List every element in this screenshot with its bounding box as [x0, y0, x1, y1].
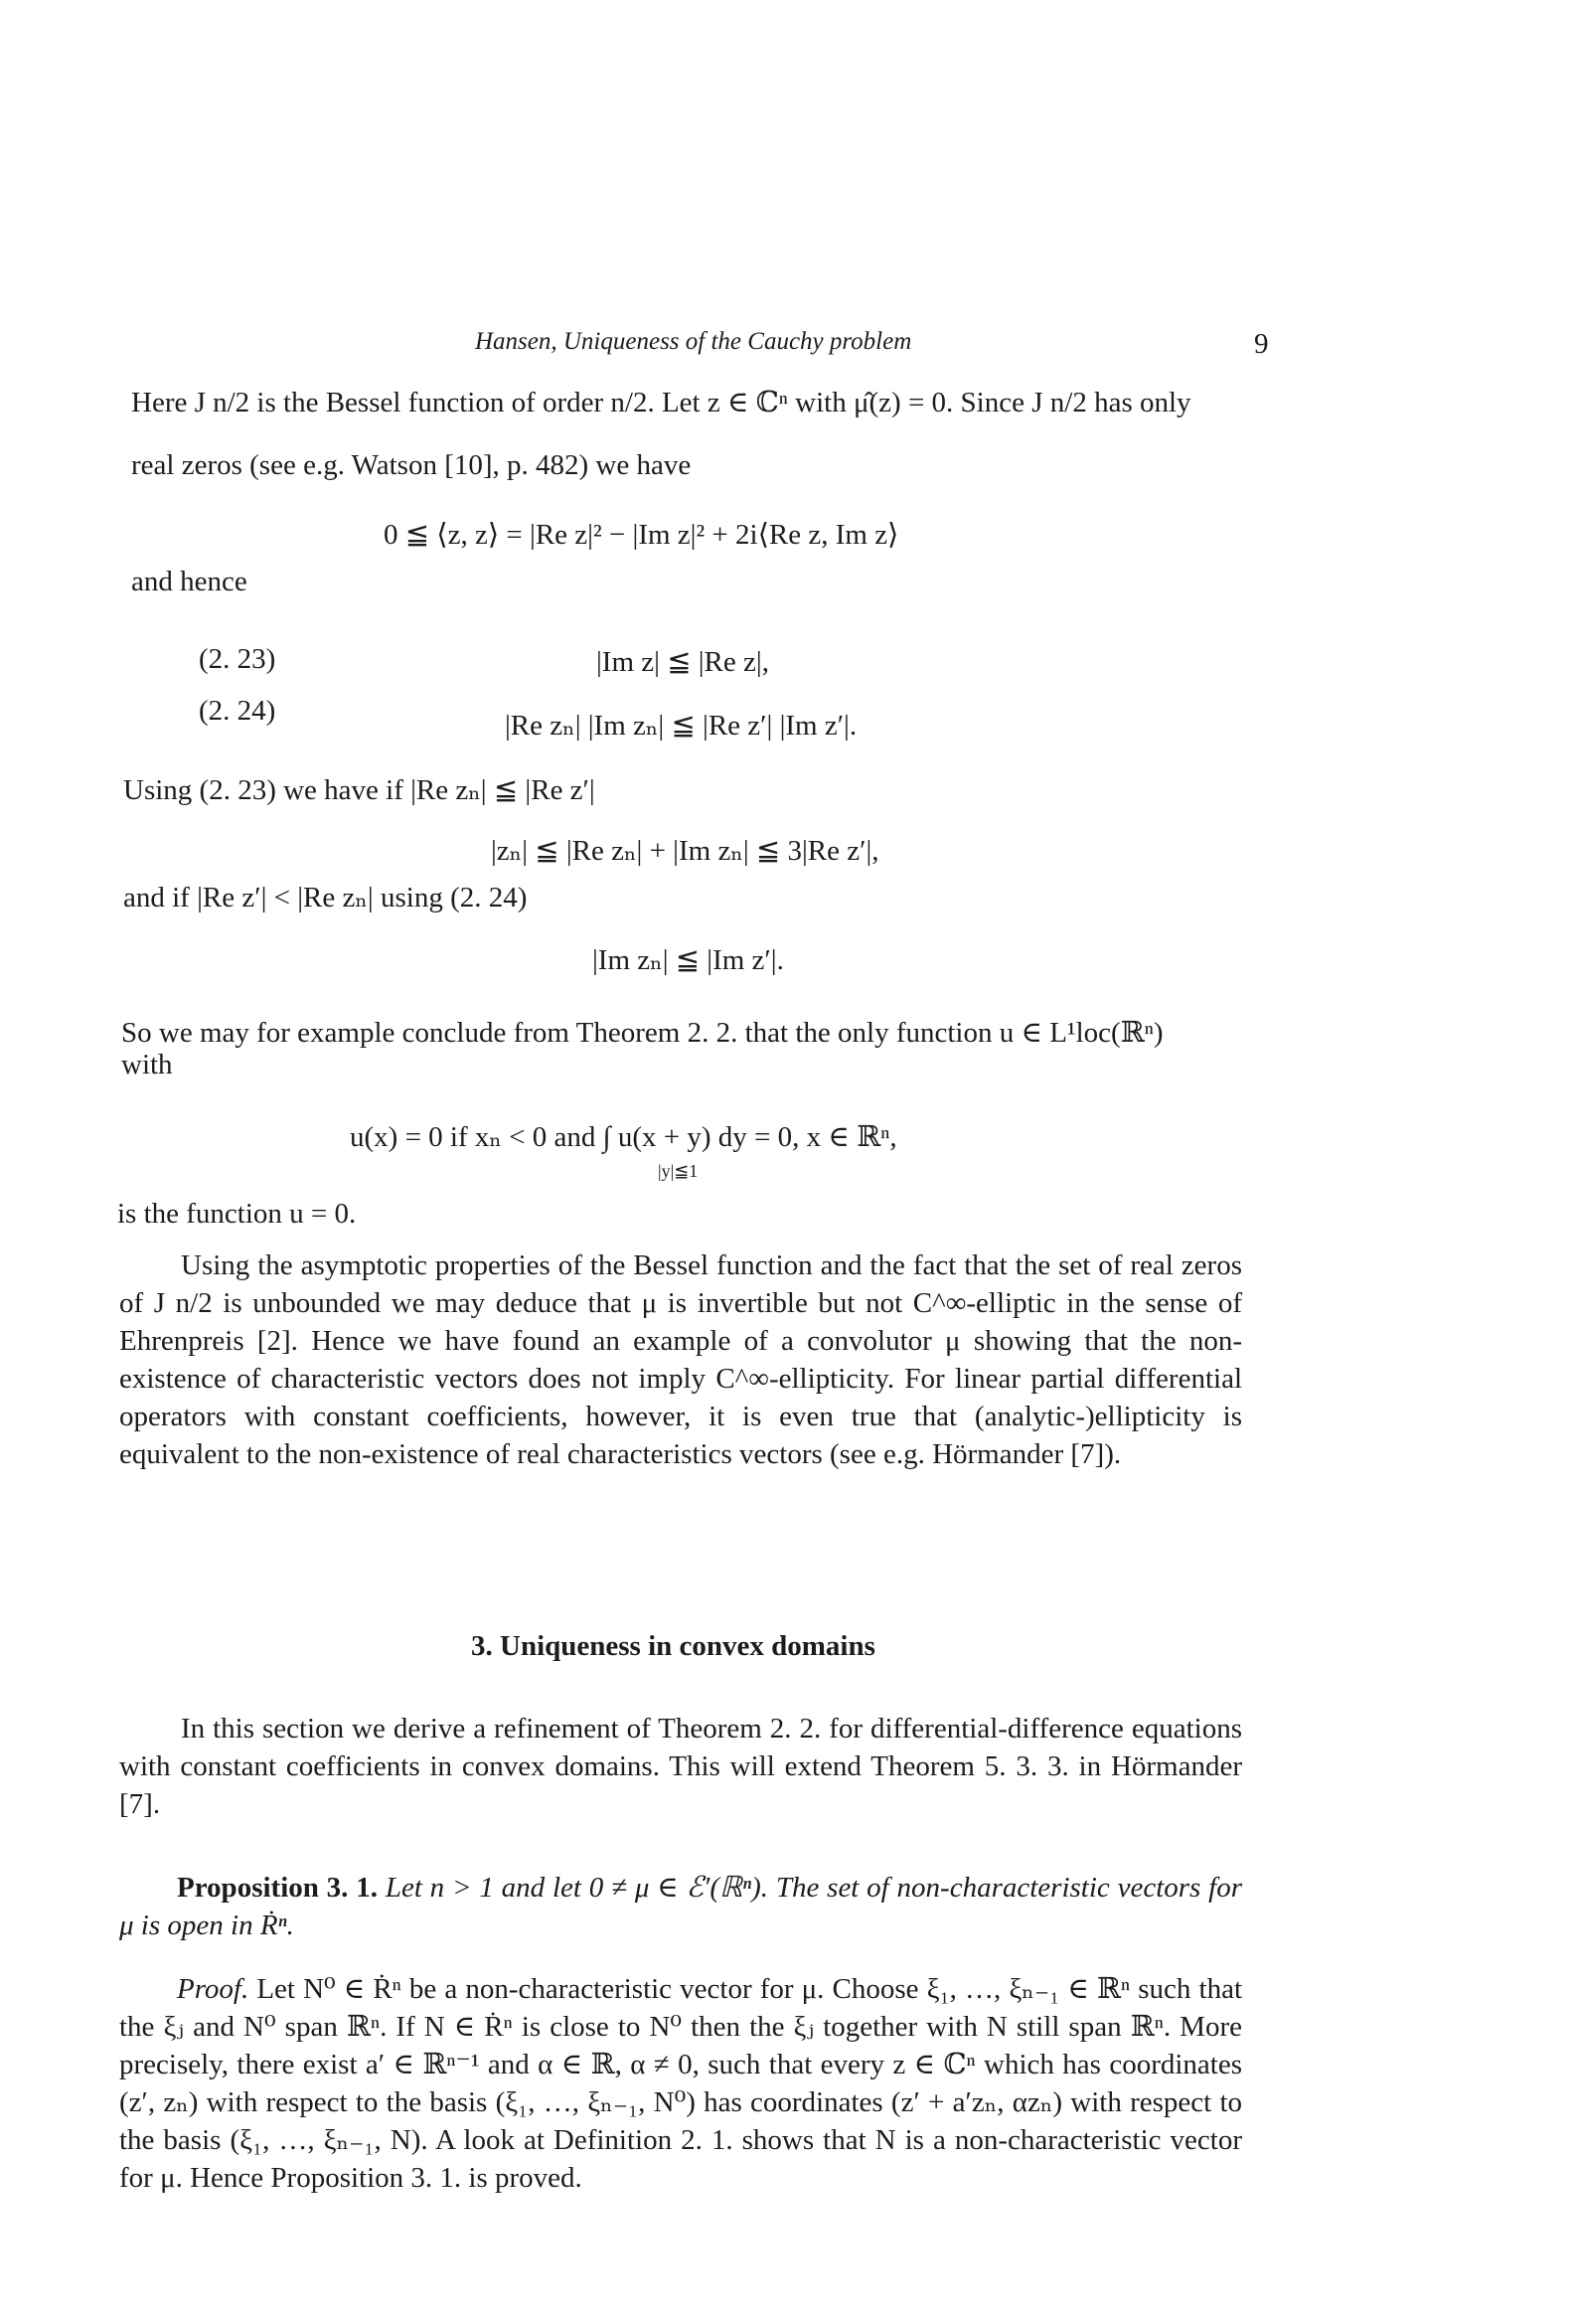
paragraph-bessel-line2: real zeros (see e.g. Watson [10], p. 482) we have — [131, 449, 692, 481]
text-is-function: is the function u = 0. — [117, 1198, 357, 1230]
proposition-3-1 — [119, 1869, 1242, 1944]
equation-2-24: |Re zₙ| |Im zₙ| ≦ |Re z′| |Im z′|. — [505, 710, 858, 742]
proof-label: Proof. — [177, 1973, 249, 2005]
proposition-statement: Let n > 1 and let 0 ≠ μ ∈ ℰ′(ℝⁿ). The set of non-characteristic vectors for μ is open in Ṙⁿ. — [119, 1872, 1242, 1941]
proposition-title: Proposition 3. 1. — [177, 1872, 378, 1904]
equation-u-conditions: u(x) = 0 if xₙ < 0 and ∫ u(x + y) dy = 0, x ∈ ℝⁿ, — [350, 1121, 897, 1153]
equation-label-2-23: (2. 23) — [199, 643, 276, 675]
equation-imzn-bound: |Im zₙ| ≦ |Im z′|. — [592, 944, 784, 976]
equation-u-integral-domain: |y|≦1 — [658, 1161, 699, 1181]
paragraph-section-intro: In this section we derive a refinement of Theorem 2. 2. for differential-difference equations with constant coefficients in convex domains. This will extend Theorem 5. 3. 3. in Hörmander [7]. — [119, 1713, 1242, 1820]
paragraph-asymptotic: Using the asymptotic properties of the Bessel function and the fact that the set of real zeros of J n/2 is unbounded we may deduce that μ is invertible but not C^∞-elliptic in the sense of Ehrenpreis [2]. Hence we have found an example of a convolutor μ showing that the non-existence of characteristic vectors does not imply C^∞-ellipticity. For linear partial differential operators with constant coefficients, however, it is even true that (analytic-)ellipticity is equivalent to the non-existence of real characteristics vectors (see e.g. Hörmander [7]). — [119, 1249, 1242, 1470]
section-heading: 3. Uniqueness in convex domains — [471, 1630, 875, 1662]
paragraph-bessel-line1: Here J n/2 is the Bessel function of order n/2. Let z ∈ ℂⁿ with μ̂(z) = 0. Since J n/2 has only — [131, 387, 1191, 418]
proof-text: Let N⁰ ∈ Ṙⁿ be a non-characteristic vector for μ. Choose ξ₁, …, ξₙ₋₁ ∈ ℝⁿ such that the ξⱼ and N⁰ span ℝⁿ. If N ∈ Ṙⁿ is close to N⁰ then the ξⱼ together with N still span ℝⁿ. More precisely, there exist a′ ∈ ℝⁿ⁻¹ and α ∈ ℝ, α ≠ 0, such that every z ∈ ℂⁿ which has coordinates (z′, zₙ) with respect to the basis (ξ₁, …, ξₙ₋₁, N⁰) has coordinates (z′ + a′zₙ, αzₙ) with respect to the basis (ξ₁, …, ξₙ₋₁, N). A look at Definition 2. 1. shows that N is a non-characteristic vector for μ. Hence Proposition 3. 1. is proved. — [119, 1973, 1242, 2194]
running-title: Hansen, Uniqueness of the Cauchy problem — [475, 328, 912, 355]
page-number: 9 — [1254, 328, 1269, 360]
paragraph-conclusion-line1: So we may for example conclude from Theorem 2. 2. that the only function u ∈ L¹loc(ℝⁿ) — [121, 1017, 1164, 1049]
equation-main-inequality: 0 ≦ ⟨z, z⟩ = |Re z|² − |Im z|² + 2i⟨Re z, Im z⟩ — [384, 519, 899, 551]
paragraph-conclusion-line2: with — [121, 1049, 173, 1080]
text-using-2-23: Using (2. 23) we have if |Re zₙ| ≦ |Re z′| — [123, 774, 595, 806]
text-and-hence: and hence — [131, 566, 247, 597]
equation-label-2-24: (2. 24) — [199, 695, 276, 727]
proof-block — [119, 1970, 1242, 2197]
equation-zn-bound: |zₙ| ≦ |Re zₙ| + |Im zₙ| ≦ 3|Re z′|, — [491, 835, 879, 867]
text-and-if: and if |Re z′| < |Re zₙ| using (2. 24) — [123, 882, 528, 913]
equation-2-23: |Im z| ≦ |Re z|, — [596, 646, 769, 678]
